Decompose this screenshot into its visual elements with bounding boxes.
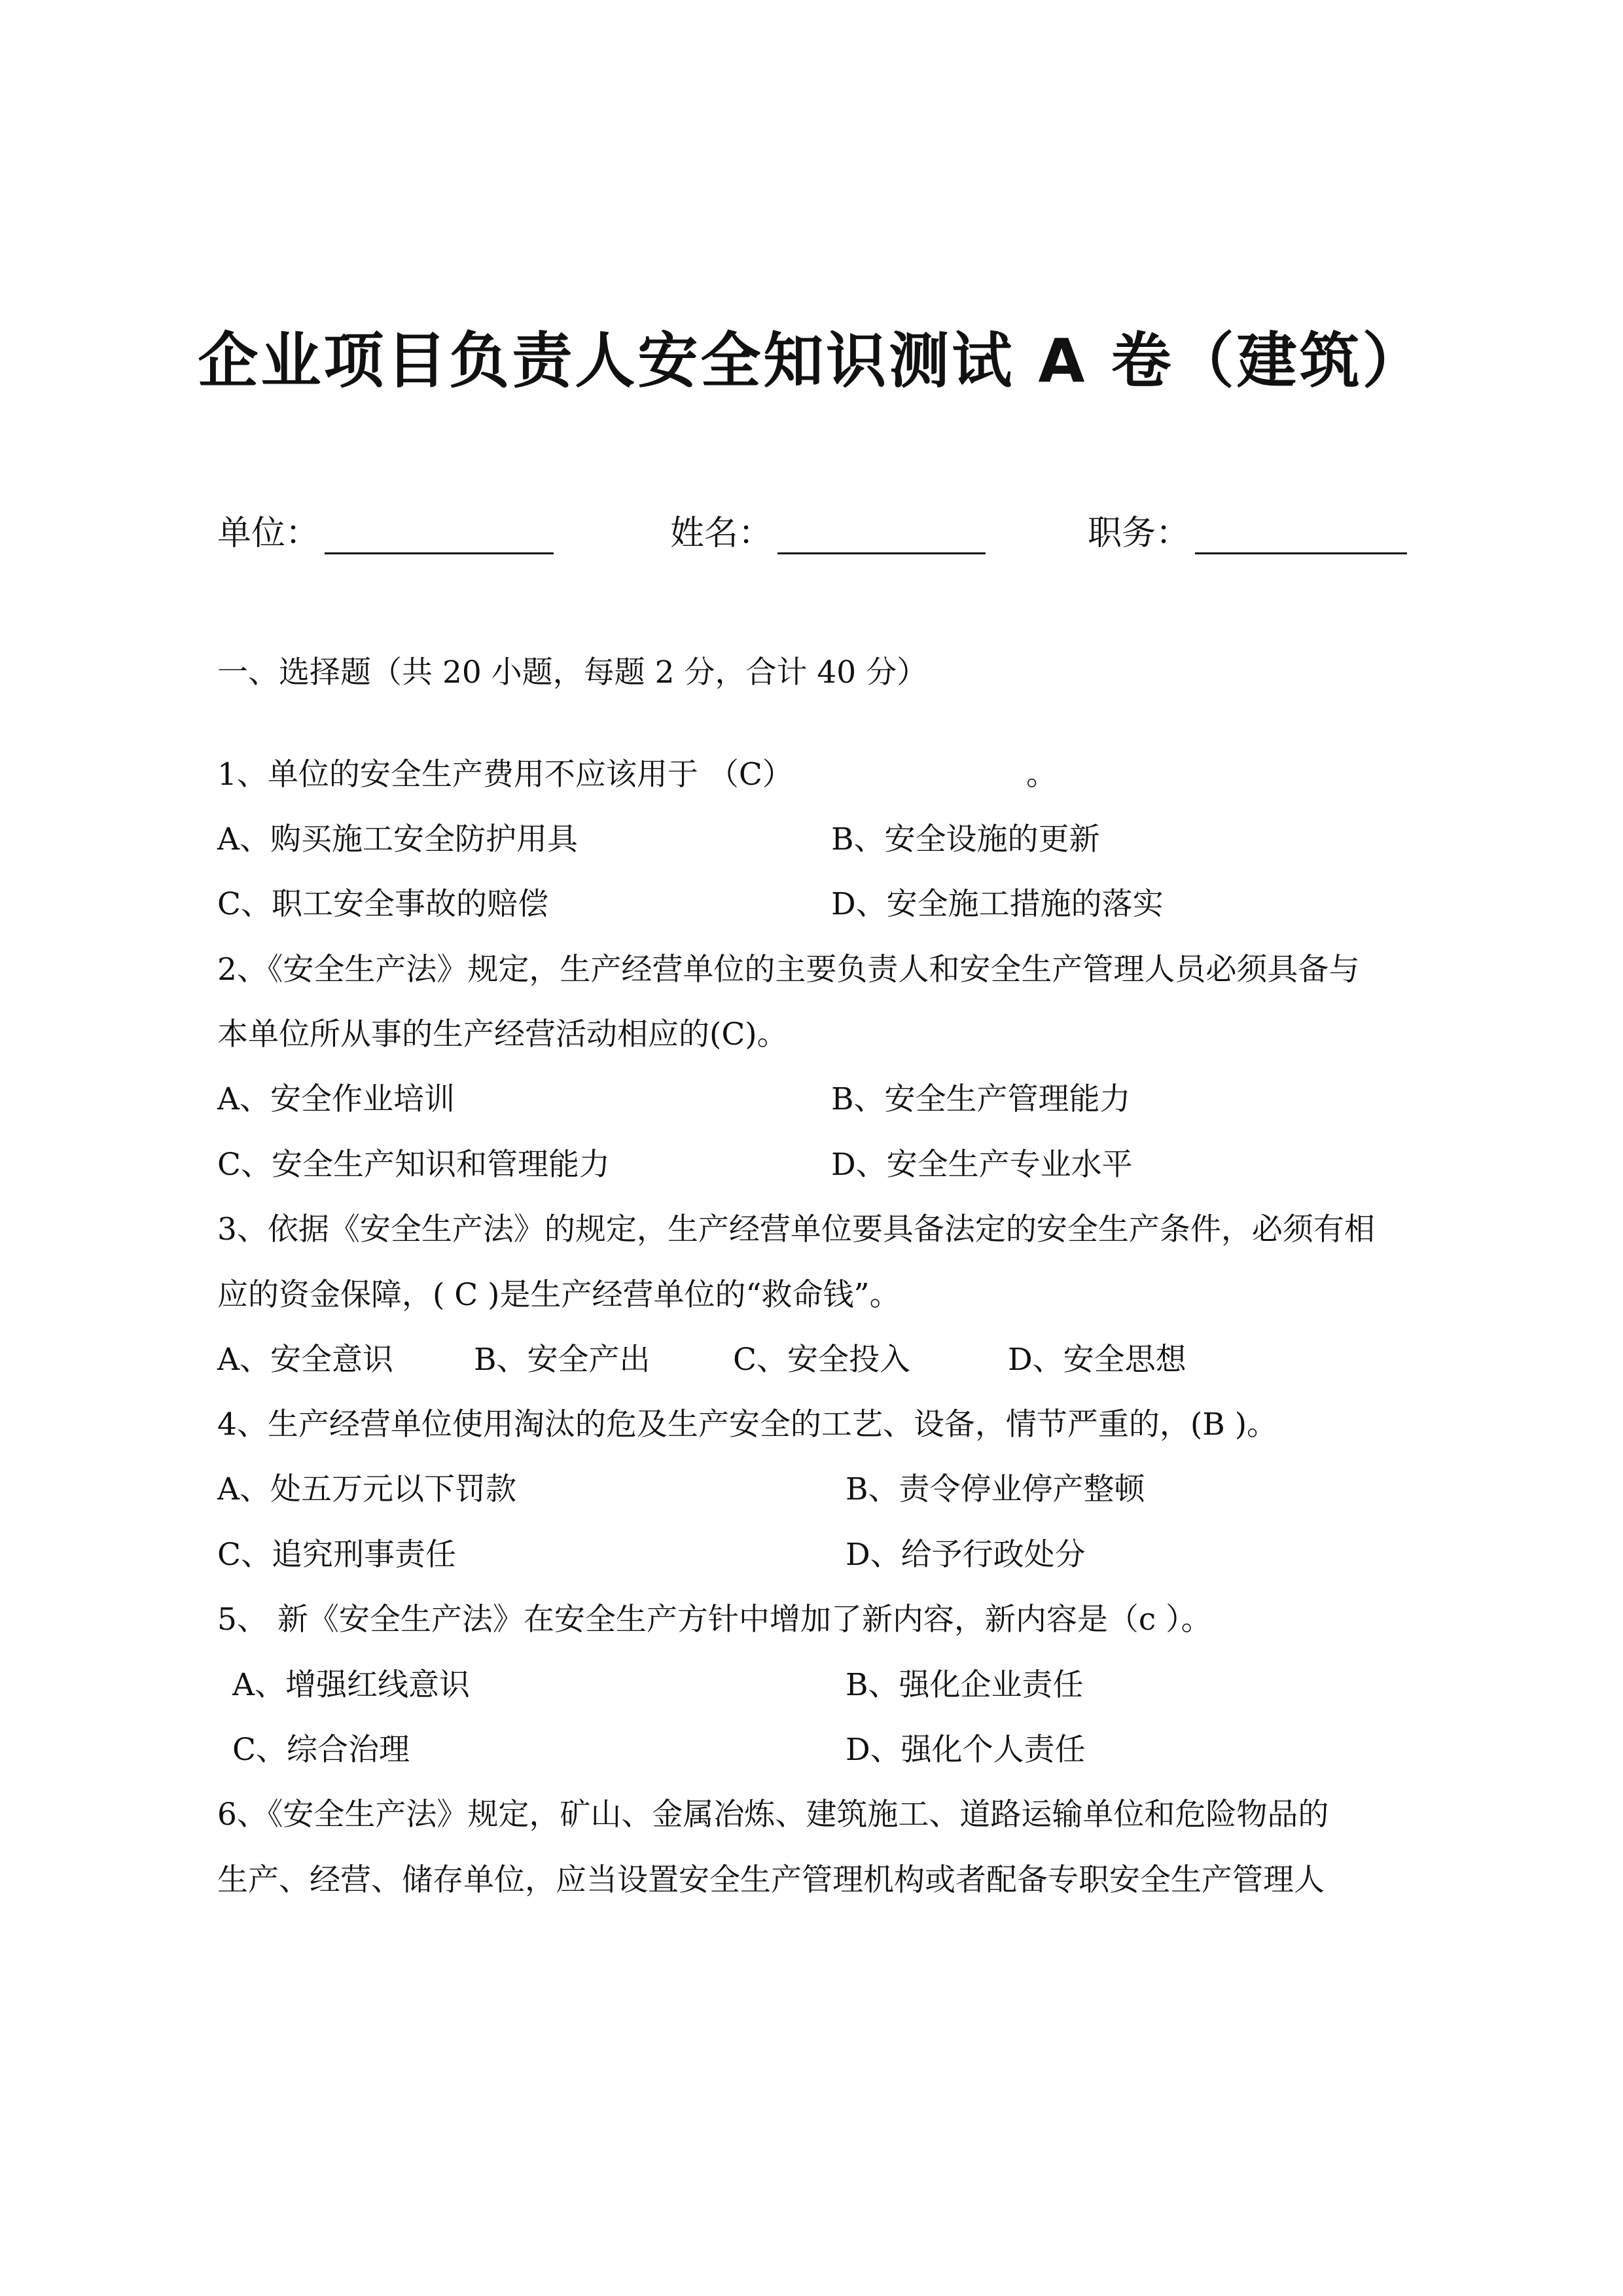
question-4-option-b: B、责令停业停产整顿 xyxy=(846,1471,1145,1507)
question-5-stem: 5、 新《安全生产法》在安全生产方针中增加了新内容，新内容是（c ）。 xyxy=(217,1602,1212,1638)
position-label: 职务： xyxy=(1088,514,1190,553)
question-5-option-d: D、强化个人责任 xyxy=(846,1732,1086,1768)
question-3-line-2: 应的资金保障，( C )是生产经营单位的“救命钱”。 xyxy=(217,1277,901,1313)
question-2-line-1: 2、《安全生产法》规定，生产经营单位的主要负责人和安全生产管理人员必须具备与 xyxy=(217,952,1360,988)
position-field xyxy=(1088,505,1407,554)
unit-blank[interactable] xyxy=(325,520,554,554)
position-blank[interactable] xyxy=(1195,520,1407,554)
question-6-line-2: 生产、经营、储存单位，应当设置安全生产管理机构或者配备专职安全生产管理人 xyxy=(217,1862,1325,1898)
question-1-end: 。 xyxy=(1026,757,1057,793)
name-field xyxy=(670,505,986,554)
question-2-option-d: D、安全生产专业水平 xyxy=(831,1147,1133,1183)
question-5-option-c: C、综合治理 xyxy=(232,1732,410,1768)
unit-label: 单位： xyxy=(217,514,320,553)
question-6-line-1: 6、《安全生产法》规定，矿山、金属冶炼、建筑施工、道路运输单位和危险物品的 xyxy=(217,1797,1329,1833)
question-1-option-a: A、购买施工安全防护用具 xyxy=(217,821,578,857)
page-title: 企业项目负责人安全知识测试 A 卷（建筑） xyxy=(198,326,1425,396)
question-3-line-1: 3、依据《安全生产法》的规定，生产经营单位要具备法定的安全生产条件，必须有相 xyxy=(217,1211,1375,1247)
question-5-option-b: B、强化企业责任 xyxy=(846,1667,1084,1703)
question-1-option-c: C、职工安全事故的赔偿 xyxy=(217,886,548,922)
name-blank[interactable] xyxy=(777,520,986,554)
question-2-line-2: 本单位所从事的生产经营活动相应的(C)。 xyxy=(217,1016,788,1052)
question-4-option-a: A、处五万元以下罚款 xyxy=(217,1471,516,1507)
question-1-option-d: D、安全施工措施的落实 xyxy=(831,886,1164,922)
question-2-option-b: B、安全生产管理能力 xyxy=(831,1081,1131,1117)
question-1-stem: 1、单位的安全生产费用不应该用于 （C） xyxy=(217,757,793,793)
name-label: 姓名： xyxy=(670,514,773,553)
unit-field xyxy=(217,505,554,554)
question-3-option-a: A、安全意识 xyxy=(217,1342,393,1378)
question-5-option-a: A、增强红线意识 xyxy=(232,1667,470,1703)
question-3-option-b: B、安全产出 xyxy=(474,1342,651,1378)
question-4-option-c: C、追究刑事责任 xyxy=(217,1537,456,1573)
question-3-option-c: C、安全投入 xyxy=(733,1342,910,1378)
question-2-option-c: C、安全生产知识和管理能力 xyxy=(217,1147,610,1183)
question-4-option-d: D、给予行政处分 xyxy=(846,1537,1086,1573)
section-heading: 一、选择题（共 20 小题，每题 2 分，合计 40 分） xyxy=(217,655,928,691)
question-3-option-d: D、安全思想 xyxy=(1008,1342,1186,1378)
question-2-option-a: A、安全作业培训 xyxy=(217,1081,455,1117)
question-1-option-b: B、安全设施的更新 xyxy=(831,821,1100,857)
question-4-stem: 4、生产经营单位使用淘汰的危及生产安全的工艺、设备，情节严重的，(B )。 xyxy=(217,1407,1278,1443)
